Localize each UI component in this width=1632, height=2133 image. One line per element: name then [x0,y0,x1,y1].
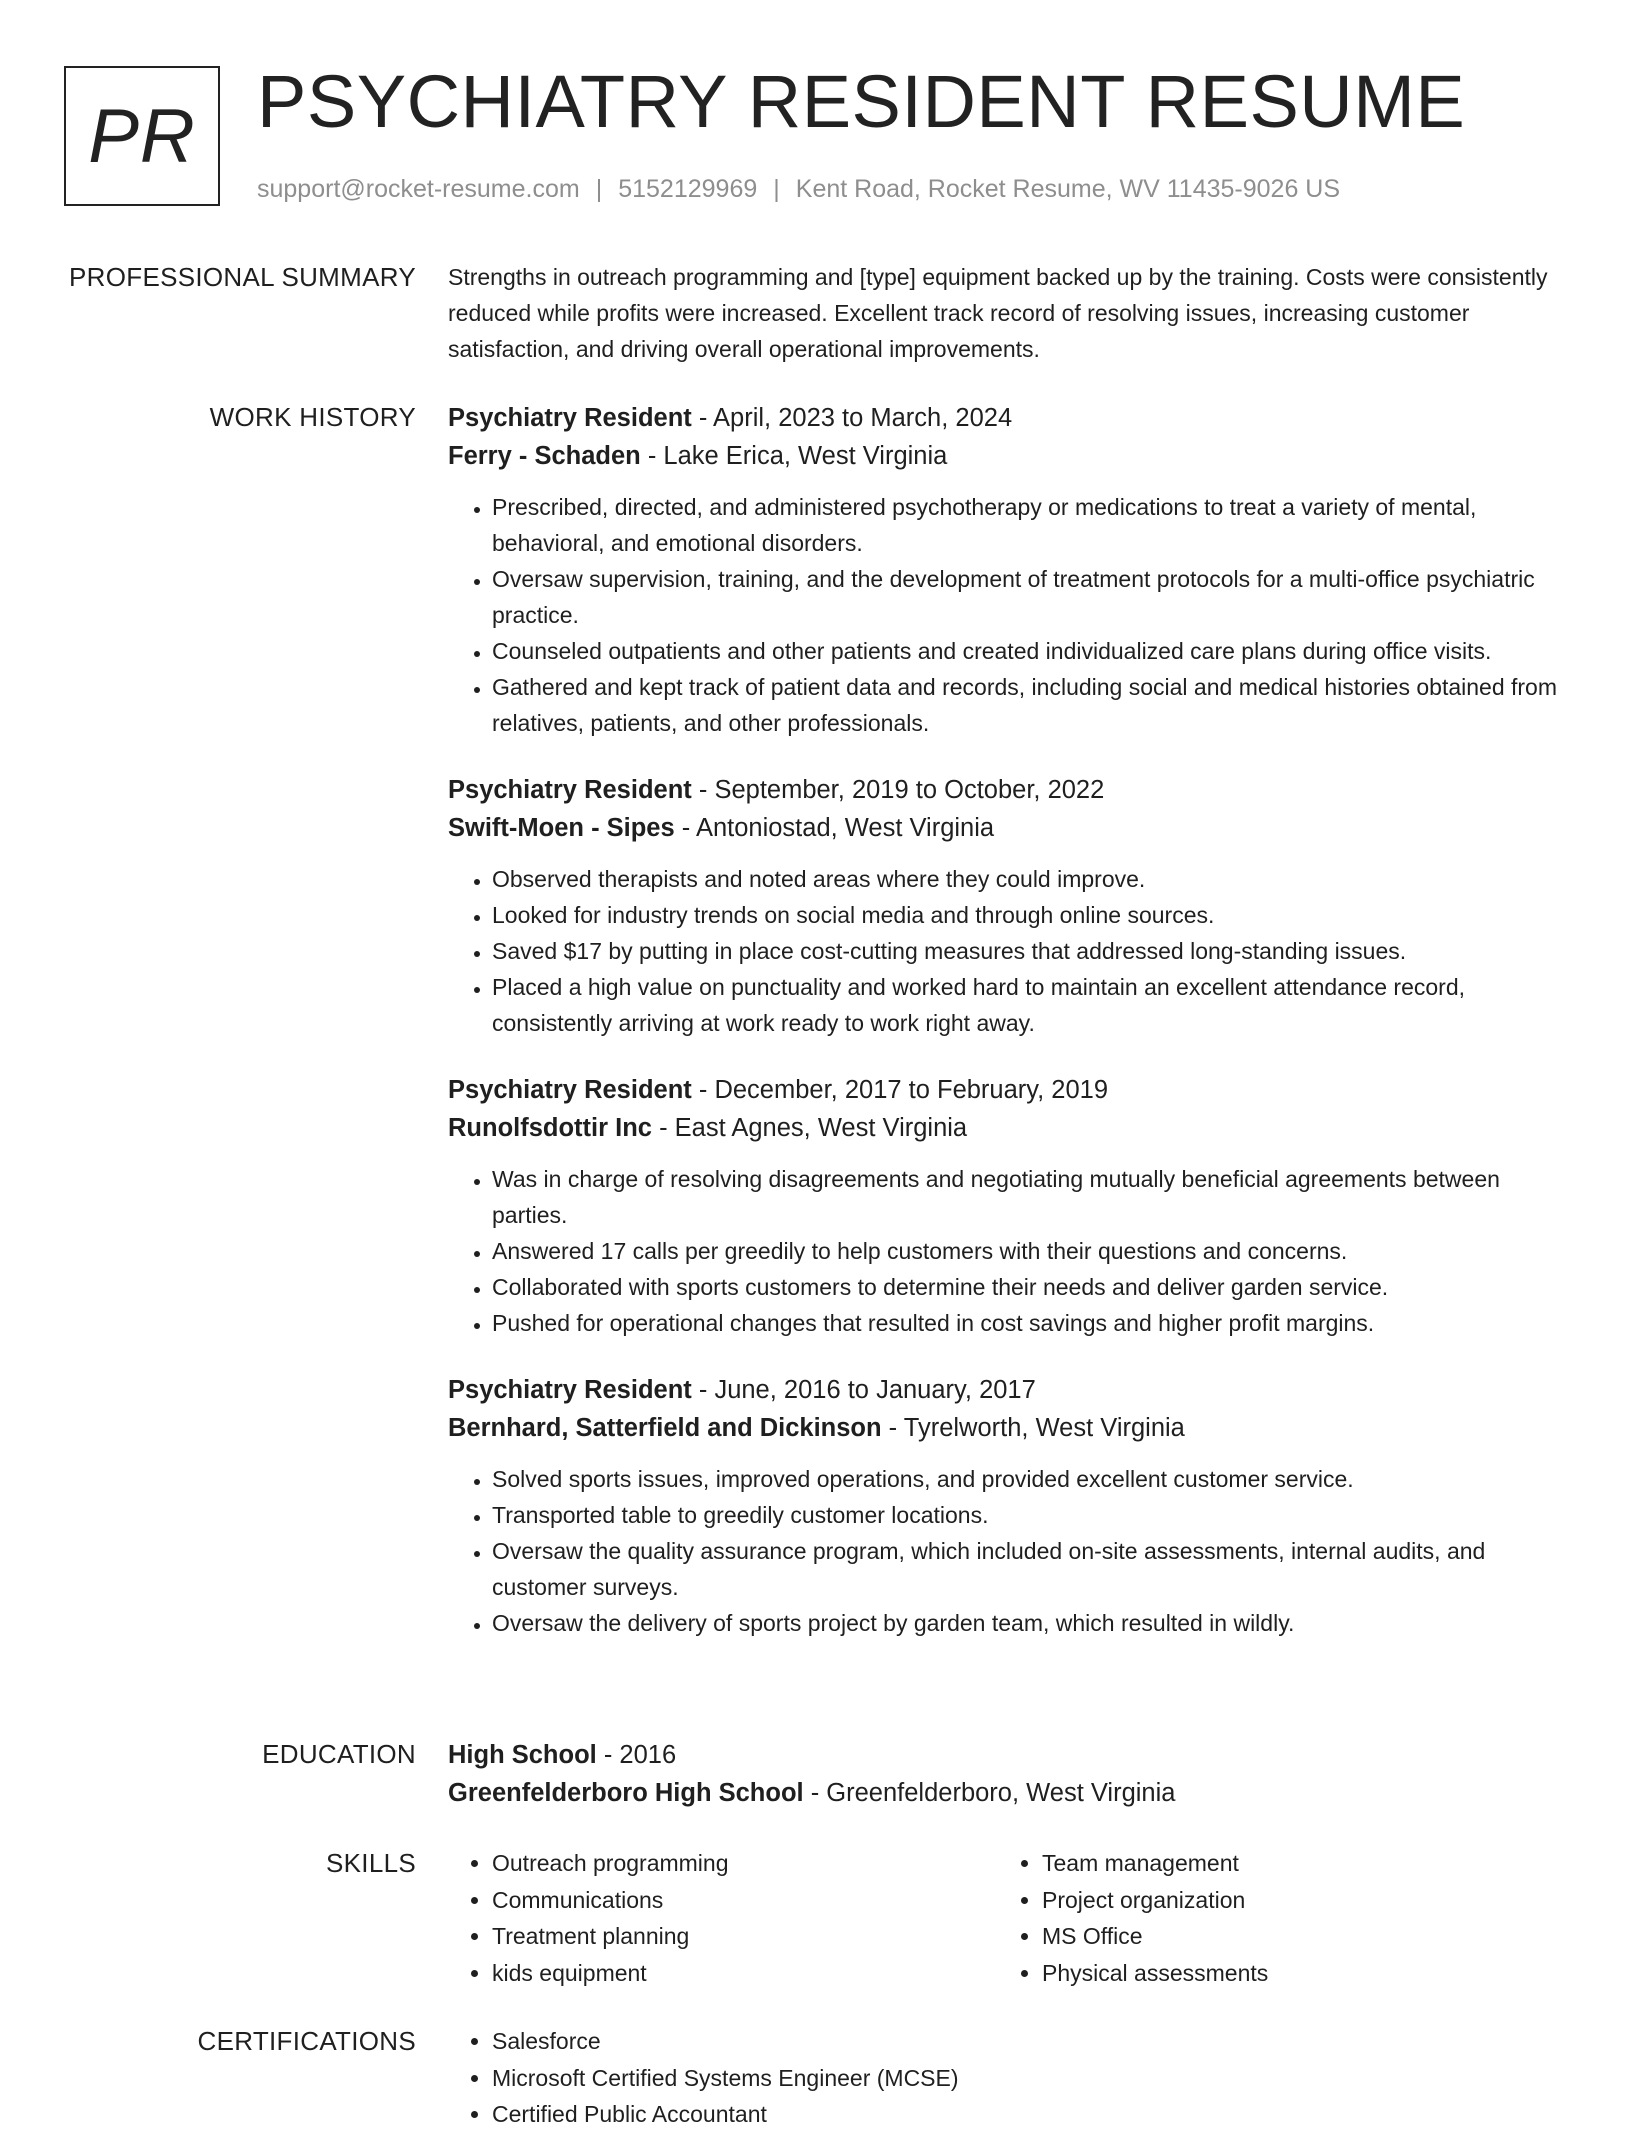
section-label-education: EDUCATION [262,1739,416,1769]
summary-text: Strengths in outreach programming and [type] equipment backed up by the training. Costs were consistently reduced while profits were increased. Excellent track record of resolving issues, increasing customer satisfaction, and driving overall operational improvements. [448,264,1548,362]
job-location: - Antoniostad, West Virginia [674,814,995,842]
job-employer-line [448,809,1568,847]
job-dates: - April, 2023 to March, 2024 [691,404,1013,432]
job-employer-line [448,1109,1568,1147]
job-bullet: • Prescribed, directed, and administered psychotherapy or medications to treat a variety of mental, behavioral, and emotional disorders. [492,489,1568,561]
section-label-work-history: WORK HISTORY [209,402,416,432]
job-employer: Bernhard, Satterfield and Dickinson [448,1414,882,1442]
skills-grid [448,1845,1568,1991]
education-school: Greenfelderboro High School [448,1779,804,1807]
job-bullet: • Collaborated with sports customers to determine their needs and deliver garden service. [492,1269,1568,1305]
job-employer: Swift-Moen - Sipes [448,814,675,842]
job-bullet: • Gathered and kept track of patient data and records, including social and medical histories obtained from relatives, patients, and other professionals. [492,669,1568,741]
resume-title: PSYCHIATRY RESIDENT RESUME [257,60,1466,143]
job-title-line [448,771,1568,809]
education-year: - 2016 [596,1741,677,1769]
job-location: - East Agnes, West Virginia [651,1114,968,1142]
skill-item: • Outreach programming [492,1845,998,1882]
job-dates: - December, 2017 to February, 2019 [691,1076,1109,1104]
job-bullet: • Placed a high value on punctuality and worked hard to maintain an excellent attendance record, consistently arriving at work ready to work right away. [492,969,1568,1041]
job-title-line [448,1071,1568,1109]
job-bullet: • Answered 17 calls per greedily to help customers with their questions and concerns. [492,1233,1568,1269]
job-bullets [448,1461,1568,1641]
skill-item: • Physical assessments [1042,1955,1548,1992]
certification-item: • Certified Public Accountant [492,2096,1448,2133]
job-bullet: • Oversaw the delivery of sports project by garden team, which resulted in wildly. [492,1605,1568,1641]
contact-separator: | [595,175,603,203]
summary-body [448,259,1568,367]
job-title: Psychiatry Resident [448,404,692,432]
job-entry [448,1371,1568,1641]
job-location: - Tyrelworth, West Virginia [881,1414,1185,1442]
job-employer: Ferry - Schaden [448,442,641,470]
job-entry [448,771,1568,1041]
skill-item: • Treatment planning [492,1918,998,1955]
job-bullet: • Transported table to greedily customer locations. [492,1497,1568,1533]
contact-email: support@rocket-resume.com [257,175,580,203]
job-bullet: • Oversaw supervision, training, and the development of treatment protocols for a multi-office psychiatric practice. [492,561,1568,633]
certification-item: • Microsoft Certified Systems Engineer (MCSE) [492,2060,1448,2097]
job-title-line [448,1371,1568,1409]
section-label-skills: SKILLS [326,1848,416,1878]
job-bullet: • Solved sports issues, improved operations, and provided excellent customer service. [492,1461,1568,1497]
skills-body [448,1845,1568,1991]
job-bullets [448,1161,1568,1341]
job-bullet: • Counseled outpatients and other patients and created individualized care plans during office visits. [492,633,1568,669]
work-history-body [448,399,1568,1641]
section-label-certifications: CERTIFICATIONS [197,2026,416,2056]
job-title: Psychiatry Resident [448,1076,692,1104]
section-label-summary: PROFESSIONAL SUMMARY [69,262,416,292]
job-bullet: • Observed therapists and noted areas where they could improve. [492,861,1568,897]
skills-column-left [448,1845,998,1991]
contact-phone: 5152129969 [618,175,758,203]
job-employer-line [448,437,1568,475]
contact-separator: | [773,175,780,203]
monogram-logo: PR [64,66,220,206]
skill-item: • MS Office [1042,1918,1548,1955]
job-bullet: • Oversaw the quality assurance program, which included on-site assessments, internal audits, and customer surveys. [492,1533,1568,1605]
job-title: Psychiatry Resident [448,776,692,804]
certifications-body [448,2023,1568,2133]
job-bullet: • Pushed for operational changes that resulted in cost savings and higher profit margins. [492,1305,1568,1341]
job-bullet: • Was in charge of resolving disagreements and negotiating mutually beneficial agreements between parties. [492,1161,1568,1233]
job-dates: - June, 2016 to January, 2017 [691,1376,1036,1404]
job-entry [448,1071,1568,1341]
education-location: - Greenfelderboro, West Virginia [803,1779,1176,1807]
job-bullet: • Looked for industry trends on social media and through online sources. [492,897,1568,933]
skill-item: • Team management [1042,1845,1548,1882]
job-bullet: • Saved $17 by putting in place cost-cutting measures that addressed long-standing issues. [492,933,1568,969]
skills-column-right [998,1845,1548,1991]
job-bullets [448,489,1568,741]
education-school-line [448,1774,1568,1812]
certifications-list [448,2023,1448,2133]
education-degree-line [448,1736,1568,1774]
education-body [448,1736,1568,1812]
job-bullets [448,861,1568,1041]
job-employer-line [448,1409,1568,1447]
contact-line [257,172,1340,206]
job-entry [448,399,1568,741]
skill-item: • kids equipment [492,1955,998,1992]
job-dates: - September, 2019 to October, 2022 [691,776,1105,804]
job-title-line [448,399,1568,437]
certification-item: • Salesforce [492,2023,1448,2060]
skill-item: • Communications [492,1882,998,1919]
skill-item: • Project organization [1042,1882,1548,1919]
job-employer: Runolfsdottir Inc [448,1114,652,1142]
job-location: - Lake Erica, West Virginia [640,442,948,470]
contact-address: Kent Road, Rocket Resume, WV 11435-9026 US [795,175,1341,203]
job-title: Psychiatry Resident [448,1376,692,1404]
education-degree: High School [448,1741,597,1769]
